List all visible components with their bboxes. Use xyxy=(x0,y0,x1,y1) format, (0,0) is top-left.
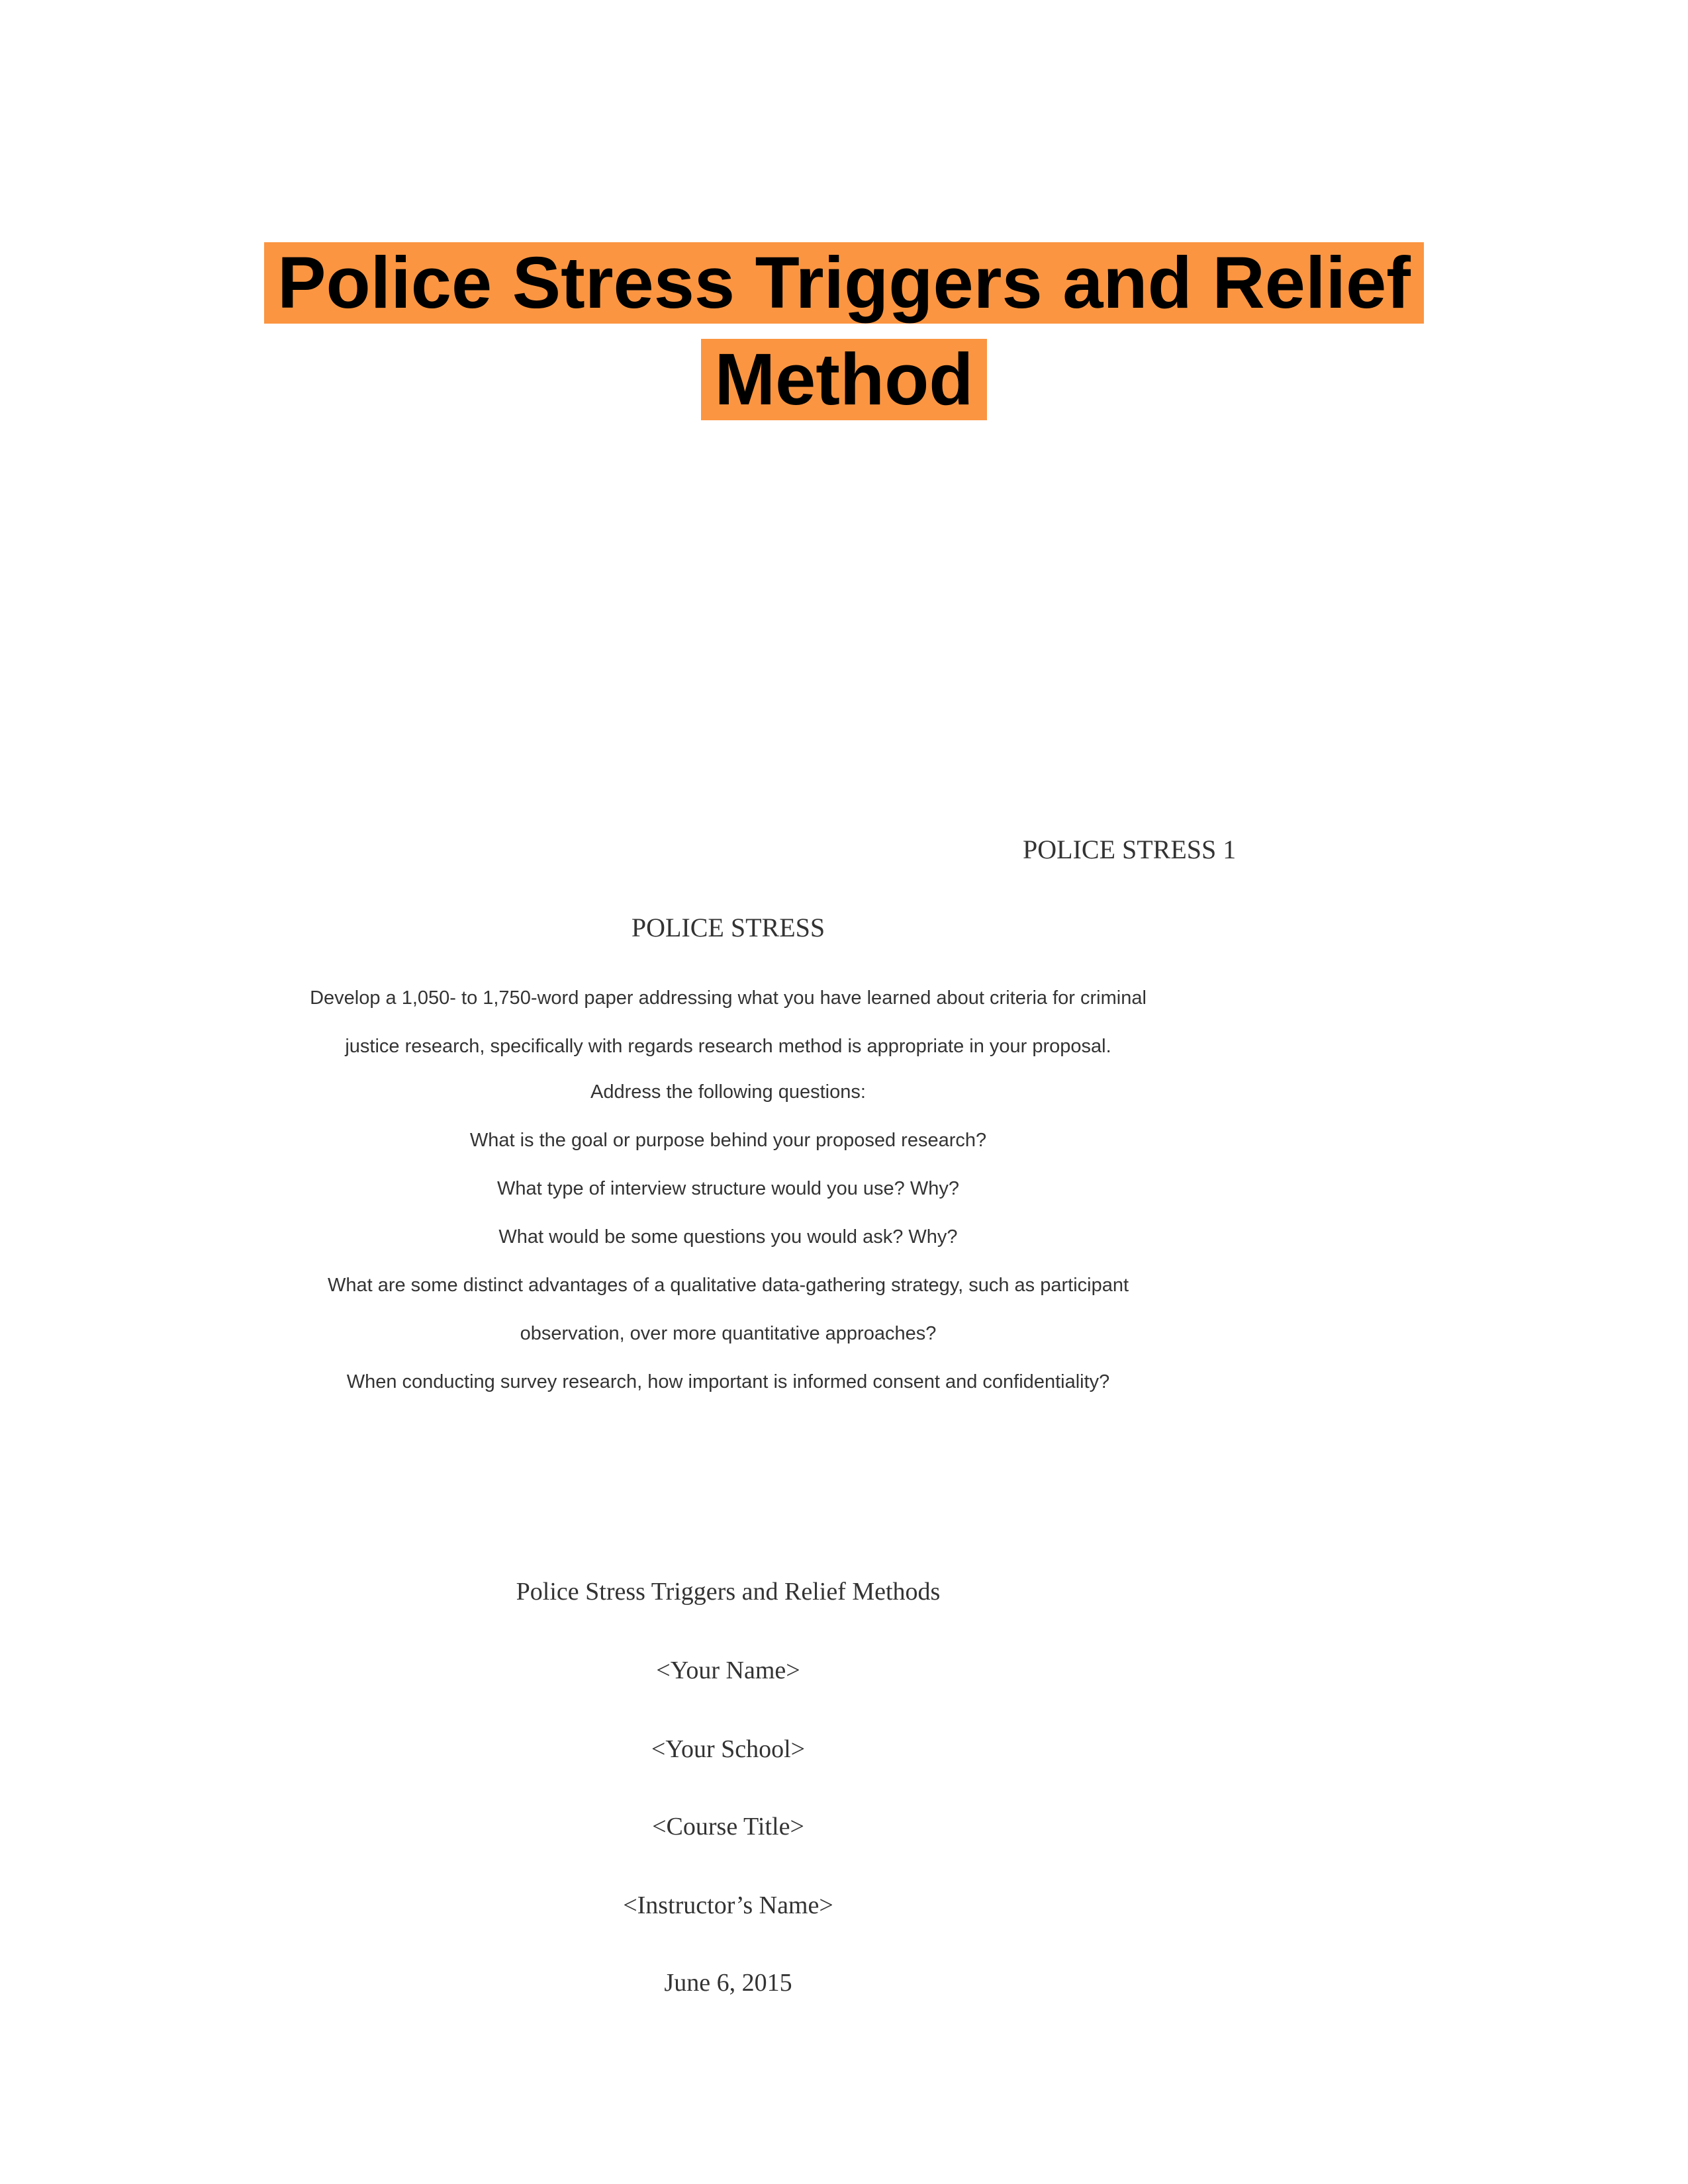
headline-highlight: Method xyxy=(701,339,986,420)
assignment-line: What are some distinct advantages of a qualitative data-gathering strategy, such as participant xyxy=(327,1275,1129,1296)
assignment-line: What type of interview structure would you use? Why? xyxy=(497,1178,959,1199)
course-title-placeholder: <Course Title> xyxy=(652,1813,804,1841)
author-name-placeholder: <Your Name> xyxy=(656,1657,800,1684)
assignment-line: Develop a 1,050- to 1,750-word paper addressing what you have learned about criteria for criminal xyxy=(310,987,1147,1009)
running-head: POLICE STRESS 1 xyxy=(1023,835,1237,864)
assignment-line: observation, over more quantitative approaches? xyxy=(520,1323,937,1344)
paper-title: Police Stress Triggers and Relief Methods xyxy=(516,1578,941,1606)
date: June 6, 2015 xyxy=(664,1969,792,1997)
headline-highlight: Police Stress Triggers and Relief xyxy=(264,242,1424,324)
school-placeholder: <Your School> xyxy=(651,1735,806,1763)
assignment-line: What is the goal or purpose behind your proposed research? xyxy=(469,1130,987,1151)
assignment-line: When conducting survey research, how important is informed consent and confidentiality? xyxy=(346,1371,1110,1392)
page-title: POLICE STRESS xyxy=(631,913,825,942)
assignment-line: What would be some questions you would ask? Why? xyxy=(498,1226,958,1248)
instructor-name-placeholder: <Instructor’s Name> xyxy=(623,1891,833,1919)
assignment-line: justice research, specifically with regards research method is appropriate in your proposal. xyxy=(345,1036,1111,1057)
assignment-line: Address the following questions: xyxy=(590,1081,866,1103)
